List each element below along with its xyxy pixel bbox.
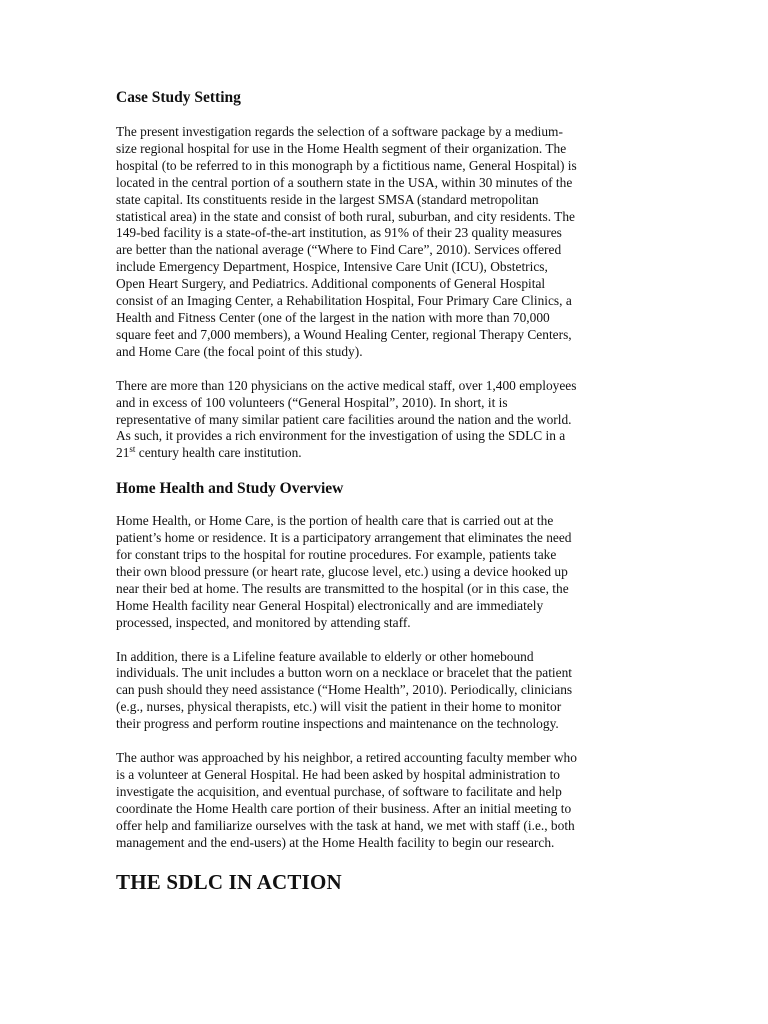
text-line: their own blood pressure (or heart rate, glucose level, etc.) using a device hooked up <box>116 563 568 579</box>
home-health-paragraph-1 <box>116 513 656 631</box>
text-line: their progress and perform routine inspections and maintenance on the technology. <box>116 716 559 732</box>
case-study-heading: Case Study Setting <box>116 89 241 106</box>
text-line: size regional hospital for use in the Home Health segment of their organization. The <box>116 140 567 156</box>
text-line: Open Heart Surgery, and Pediatrics. Additional components of General Hospital <box>116 276 546 292</box>
text-line: 149-bed facility is a state-of-the-art institution, as 91% of their 23 quality measures <box>116 225 562 241</box>
text-line: state capital. Its constituents reside in the largest SMSA (standard metropolitan <box>116 191 539 207</box>
home-health-paragraph-2 <box>116 649 656 734</box>
text-line: Home Health facility near General Hospital) electronically and are immediately <box>116 597 544 613</box>
century-number: 21 <box>116 445 130 461</box>
document-page <box>116 88 656 894</box>
text-line: representative of many similar patient care facilities around the nation and the world. <box>116 411 572 427</box>
ordinal-superscript: st <box>129 444 136 455</box>
text-line: processed, inspected, and monitored by attending staff. <box>116 614 411 630</box>
text-line: located in the central portion of a southern state in the USA, within 30 minutes of the <box>116 174 573 190</box>
text-line: management and the end-users) at the Home Health facility to begin our research. <box>116 834 555 850</box>
sdlc-heading: THE SDLC IN ACTION <box>116 869 342 894</box>
text-line: In addition, there is a Lifeline feature available to elderly or other homebound <box>116 648 534 664</box>
text-line: statistical area) in the state and consist of both rural, suburban, and city residents. The <box>116 208 575 224</box>
text-line: The present investigation regards the selection of a software package by a medium- <box>116 124 563 139</box>
home-health-heading: Home Health and Study Overview <box>116 480 344 498</box>
text-line: individuals. The unit includes a button worn on a necklace or bracelet that the patient <box>116 665 573 681</box>
text-line: can push should they need assistance (“Home Health”, 2010). Periodically, clinicians <box>116 682 573 698</box>
text-line: is a volunteer at General Hospital. He had been asked by hospital administration to <box>116 767 561 782</box>
text-line: offer help and familiarize ourselves with the task at hand, we met with staff (i.e., both <box>116 817 575 833</box>
home-health-paragraph-3 <box>116 750 656 851</box>
text-line-last <box>116 445 656 462</box>
text-line: near their bed at home. The results are transmitted to the hospital (or in this case, the <box>116 580 569 596</box>
century-rest: century health care institution. <box>135 445 302 461</box>
text-line: are better than the national average (“Where to Find Care”, 2010). Services offered <box>116 242 562 258</box>
text-line: patient’s home or residence. It is a participatory arrangement that eliminates the need <box>116 530 572 546</box>
text-line: coordinate the Home Health care portion of their business. After an initial meeting to <box>116 800 572 816</box>
text-line: include Emergency Department, Hospice, Intensive Care Unit (ICU), Obstetrics, <box>116 259 548 275</box>
text-line: investigate the acquisition, and eventual purchase, of software to facilitate and help <box>116 783 562 799</box>
text-line: As such, it provides a rich environment for the investigation of using the SDLC in a <box>116 428 566 444</box>
text-line: Home Health, or Home Care, is the portion of health care that is carried out at the <box>116 513 554 529</box>
text-line: There are more than 120 physicians on the active medical staff, over 1,400 employees <box>116 377 577 393</box>
text-line: hospital (to be referred to in this monograph by a fictitious name, General Hospital) is <box>116 157 577 173</box>
text-line: consist of an Imaging Center, a Rehabilitation Hospital, Four Primary Care Clinics, a <box>116 293 572 309</box>
text-line: (e.g., nurses, physical therapists, etc.) will visit the patient in their home to monitor <box>116 699 562 715</box>
text-line: and in excess of 100 volunteers (“General Hospital”, 2010). In short, it is <box>116 394 508 410</box>
text-line: The author was approached by his neighbor, a retired accounting faculty member who <box>116 750 577 766</box>
case-study-paragraph-2 <box>116 378 656 463</box>
text-line: for constant trips to the hospital for routine procedures. For example, patients take <box>116 547 557 563</box>
text-line: and Home Care (the focal point of this study). <box>116 343 363 359</box>
case-study-paragraph-1 <box>116 124 656 361</box>
text-line: Health and Fitness Center (one of the largest in the nation with more than 70,000 <box>116 309 550 325</box>
text-line: square feet and 7,000 members), a Wound Healing Center, regional Therapy Centers, <box>116 326 572 342</box>
